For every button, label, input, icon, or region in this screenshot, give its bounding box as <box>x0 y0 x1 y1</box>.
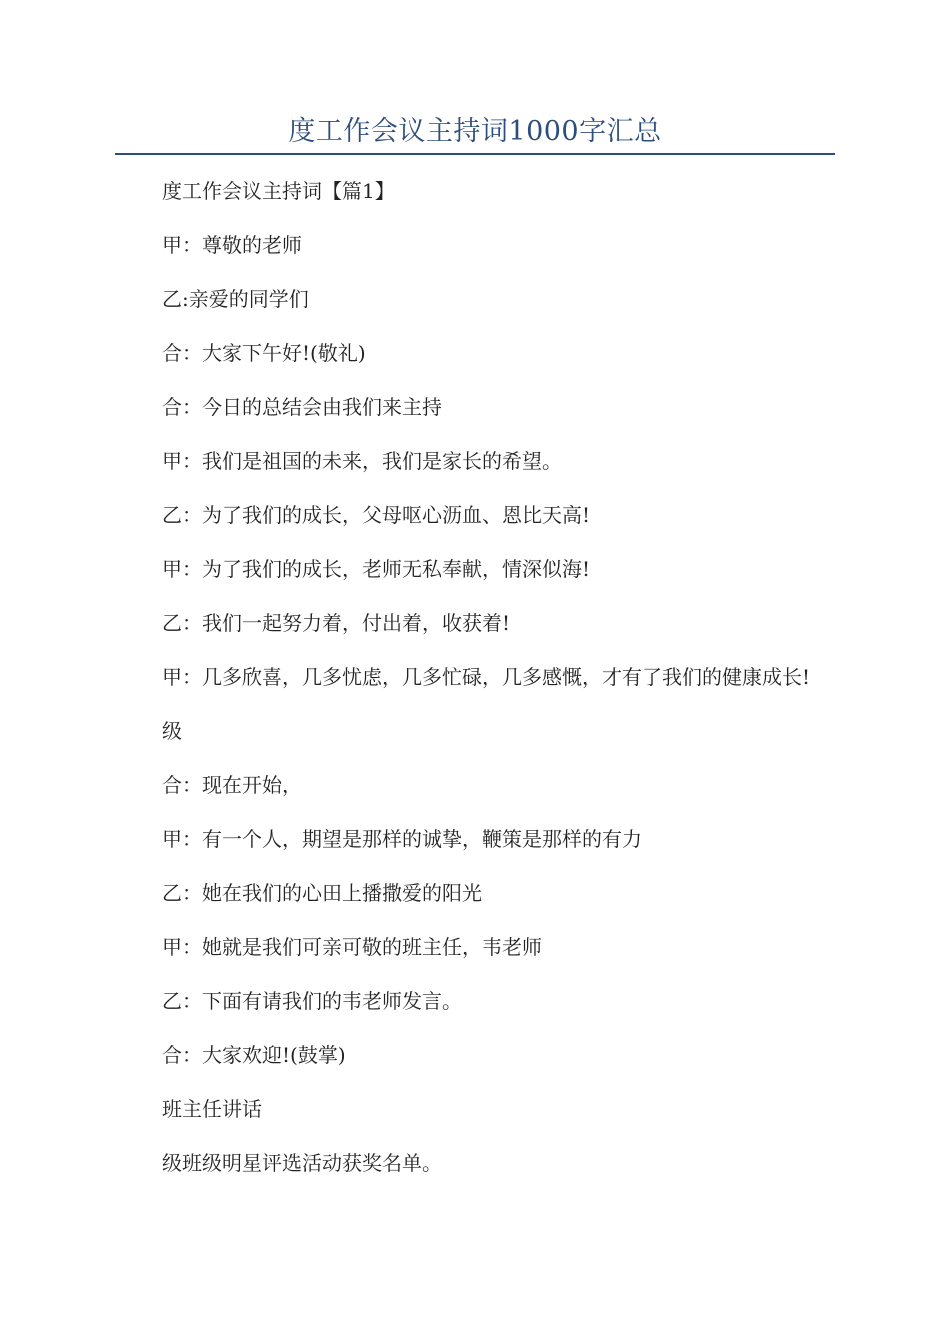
paragraph: 乙:亲爱的同学们 <box>162 287 309 311</box>
paragraph: 班主任讲话 <box>162 1097 262 1121</box>
paragraph: 合：大家欢迎!(鼓掌) <box>162 1043 346 1067</box>
paragraph: 甲：有一个人，期望是那样的诚挚，鞭策是那样的有力 <box>162 827 642 851</box>
paragraph: 合：今日的总结会由我们来主持 <box>162 395 442 419</box>
paragraph: 甲：尊敬的老师 <box>162 233 302 257</box>
title-underline <box>115 153 835 155</box>
paragraph: 甲：几多欣喜，几多忧虑，几多忙碌，几多感慨，才有了我们的健康成长! <box>162 665 811 689</box>
paragraph: 级 <box>162 719 182 743</box>
paragraph-section-heading: 度工作会议主持词【篇1】 <box>162 179 395 203</box>
paragraph: 甲：我们是祖国的未来，我们是家长的希望。 <box>162 449 562 473</box>
paragraph: 合：现在开始， <box>162 773 302 797</box>
document-body <box>115 172 835 1198</box>
paragraph: 乙：她在我们的心田上播撒爱的阳光 <box>162 881 482 905</box>
paragraph: 乙：下面有请我们的韦老师发言。 <box>162 989 462 1013</box>
paragraph: 乙：为了我们的成长，父母呕心沥血、恩比天高! <box>162 503 591 527</box>
paragraph: 级班级明星评选活动获奖名单。 <box>162 1151 442 1175</box>
paragraph: 合：大家下午好!(敬礼) <box>162 341 366 365</box>
paragraph: 乙：我们一起努力着，付出着，收获着! <box>162 611 511 635</box>
paragraph: 甲：她就是我们可亲可敬的班主任，韦老师 <box>162 935 542 959</box>
document-title: 度工作会议主持词1000字汇总 <box>288 116 662 147</box>
paragraph: 甲：为了我们的成长，老师无私奉献，情深似海! <box>162 557 591 581</box>
